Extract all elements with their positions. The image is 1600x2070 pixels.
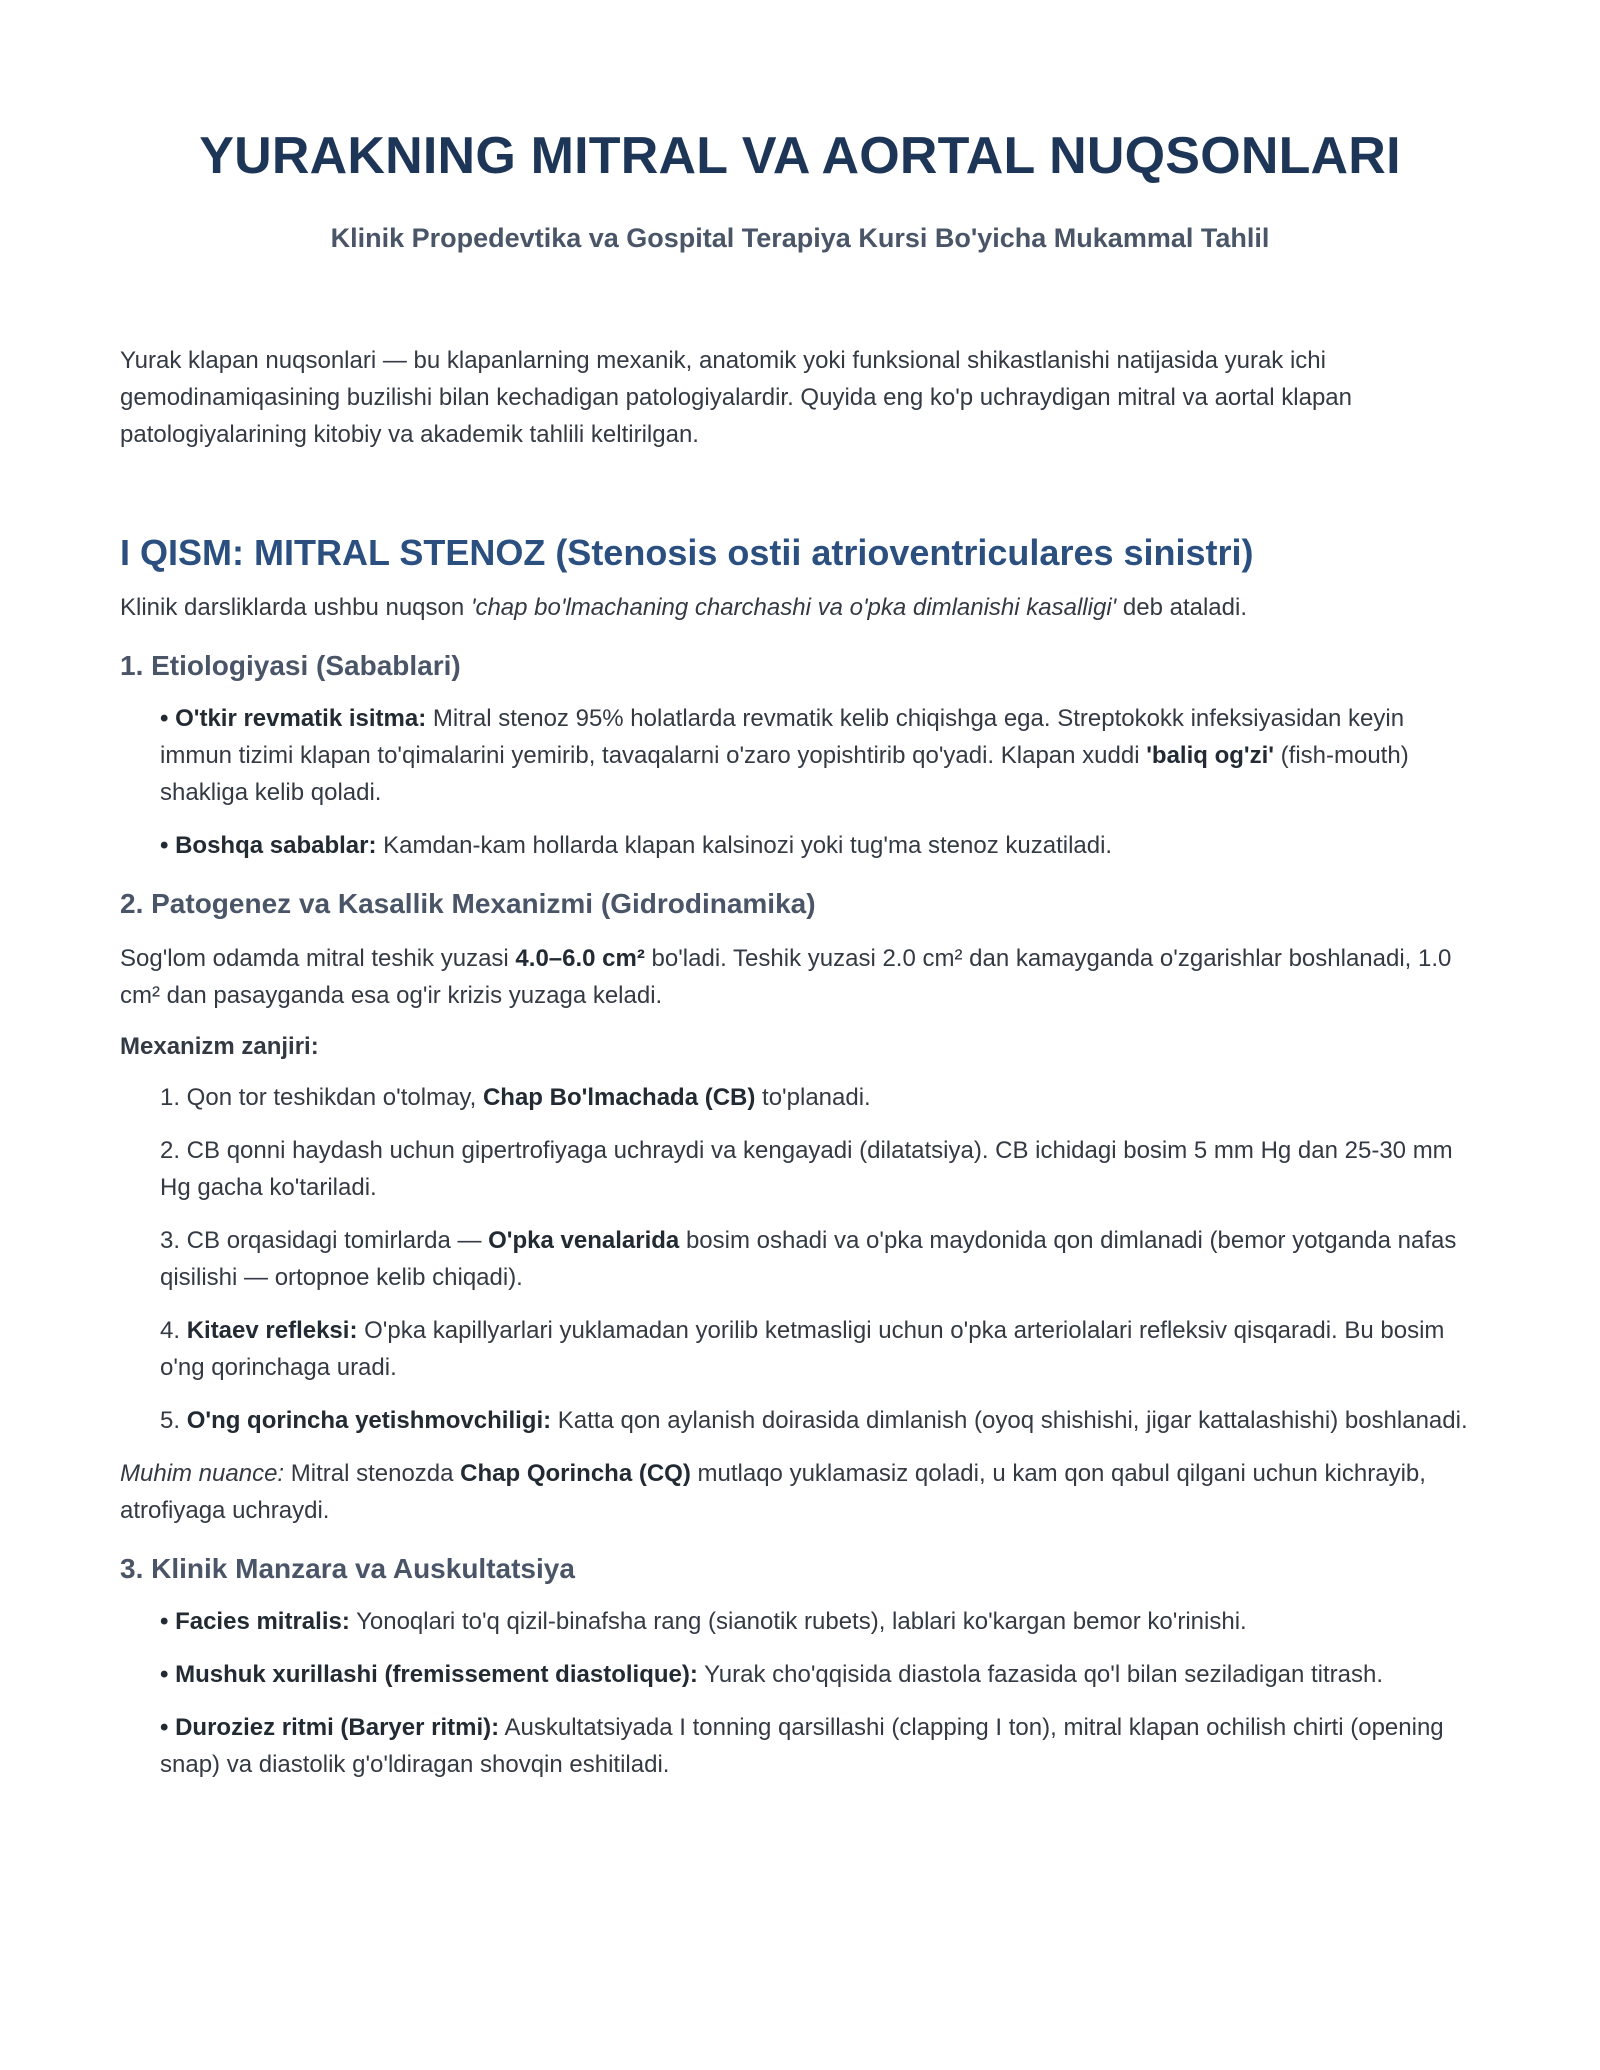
pathogenesis-heading: 2. Patogenez va Kasallik Mexanizmi (Gidrodinamika) xyxy=(120,888,816,919)
clinical-item-rhythm xyxy=(160,1709,1480,1783)
item-text: Kamdan-kam hollarda klapan kalsinozi yoki tug'ma stenoz kuzatiladi. xyxy=(376,832,1113,859)
item-label: • Mushuk xurillashi (fremissement diastolique): xyxy=(160,1661,698,1688)
nuance-text-end: mutlaqo yuklamasiz qoladi, u kam qon qabul qilgani uchun kichrayib, atrofiyaga uchraydi. xyxy=(120,1460,1426,1524)
mechanism-step-2 xyxy=(160,1132,1480,1206)
para-text-end: bo'ladi. Teshik yuzasi 2.0 cm² dan kamayganda o'zgarishlar boshlanadi, 1.0 cm² dan pasayganda esa og'ir krizis yuzaga keladi. xyxy=(120,945,1452,1009)
nuance-text: Mitral stenozda xyxy=(284,1460,461,1487)
step-text-end: bosim oshadi va o'pka maydonida qon dimlanadi (bemor yotganda nafas qisilishi — ortopnoe kelib chiqadi). xyxy=(160,1227,1457,1291)
step-text-end: to'planadi. xyxy=(755,1084,871,1111)
lead-emphasis: 'chap bo'lmachaning charchashi va o'pka dimlanishi kasalligi' xyxy=(470,594,1117,621)
mechanism-step-1 xyxy=(160,1079,1480,1116)
mechanism-step-3 xyxy=(160,1222,1480,1296)
part1-lead xyxy=(120,589,1480,626)
step-bold: O'pka venalarida xyxy=(488,1227,680,1254)
etiology-item-other xyxy=(160,827,1480,864)
lead-text-end: deb ataladi. xyxy=(1116,594,1248,621)
item-bold: 'baliq og'zi' xyxy=(1146,742,1274,769)
step-text: 5. xyxy=(160,1407,187,1434)
mechanism-step-5 xyxy=(160,1402,1480,1439)
item-text: Yurak cho'qqisida diastola fazasida qo'l bilan seziladigan titrash. xyxy=(697,1661,1383,1688)
etiology-item-rheumatic xyxy=(160,700,1480,811)
item-label: • Boshqa sabablar: xyxy=(160,832,377,859)
nuance-paragraph xyxy=(120,1455,1480,1529)
clinical-heading: 3. Klinik Manzara va Auskultatsiya xyxy=(120,1553,575,1584)
item-text: Yonoqlari to'q qizil-binafsha rang (sianotik rubets), lablari ko'kargan bemor ko'rinishi. xyxy=(349,1608,1247,1635)
item-text: Auskultatsiyada I tonning qarsillashi (clapping I ton), mitral klapan ochilish chirti (opening snap) va diastolik g'o'ldiragan shovqin eshitiladi. xyxy=(160,1714,1444,1778)
step-bold: O'ng qorincha yetishmovchiligi: xyxy=(186,1407,552,1434)
item-text: Mitral stenoz 95% holatlarda revmatik kelib chiqishga ega. Streptokokk infeksiyasidan keyin immun tizimi klapan to'qimalarini yemirib, tavaqalarni o'zaro yopishtirib qo'yadi. Klapan xuddi xyxy=(160,705,1405,769)
step-text: 2. CB qonni haydash uchun gipertrofiyaga uchraydi va kengayadi (dilatatsiya). CB ichidagi bosim 5 mm Hg dan 25-30 mm Hg gacha ko'tariladi. xyxy=(160,1137,1453,1201)
nuance-bold: Chap Qorincha (CQ) xyxy=(460,1460,691,1487)
clinical-item-thrill xyxy=(160,1656,1480,1693)
step-bold: Kitaev refleksi: xyxy=(186,1317,358,1344)
para-text: Sog'lom odamda mitral teshik yuzasi xyxy=(120,945,516,972)
lead-text: Klinik darsliklarda ushbu nuqson xyxy=(120,594,471,621)
step-text: 3. CB orqasidagi tomirlarda — xyxy=(160,1227,489,1254)
step-bold: Chap Bo'lmachada (CB) xyxy=(482,1084,756,1111)
item-label: • Facies mitralis: xyxy=(160,1608,350,1635)
para-bold: 4.0–6.0 cm² xyxy=(515,945,645,972)
part1-heading: I QISM: MITRAL STENOZ (Stenosis ostii atrioventriculares sinistri) xyxy=(120,532,1254,573)
step-text-end: Katta qon aylanish doirasida dimlanish (oyoq shishishi, jigar kattalashishi) boshlanadi. xyxy=(551,1407,1468,1434)
pathogenesis-paragraph xyxy=(120,940,1480,1014)
clinical-item-facies xyxy=(160,1603,1480,1640)
etiology-heading: 1. Etiologiyasi (Sabablari) xyxy=(120,650,461,681)
item-text-end: (fish-mouth) shakliga kelib qoladi. xyxy=(160,742,1409,806)
mechanism-chain-label: Mexanizm zanjiri: xyxy=(120,1033,319,1060)
document-subtitle: Klinik Propedevtika va Gospital Terapiya Kursi Bo'yicha Mukammal Tahlil xyxy=(330,223,1270,253)
document-title: YURAKNING MITRAL VA AORTAL NUQSONLARI xyxy=(199,127,1401,185)
step-text: 1. Qon tor teshikdan o'tolmay, xyxy=(160,1084,483,1111)
intro-paragraph: Yurak klapan nuqsonlari — bu klapanlarning mexanik, anatomik yoki funksional shikastlanishi natijasida yurak ichi gemodinamiqasining buzilishi bilan kechadigan patologiyalardir. Quyida eng ko'p uchraydigan mitral va aortal klapan patologiyalarining kitobiy va akademik tahlili keltirilgan. xyxy=(120,347,1352,448)
mechanism-step-4 xyxy=(160,1312,1480,1386)
item-label: • O'tkir revmatik isitma: xyxy=(160,705,427,732)
step-text: 4. xyxy=(160,1317,187,1344)
step-text-end: O'pka kapillyarlari yuklamadan yorilib ketmasligi uchun o'pka arteriolalari refleksiv qisqaradi. Bu bosim o'ng qorinchaga uradi. xyxy=(160,1317,1445,1381)
nuance-label: Muhim nuance: xyxy=(120,1460,285,1487)
item-label: • Duroziez ritmi (Baryer ritmi): xyxy=(160,1714,500,1741)
